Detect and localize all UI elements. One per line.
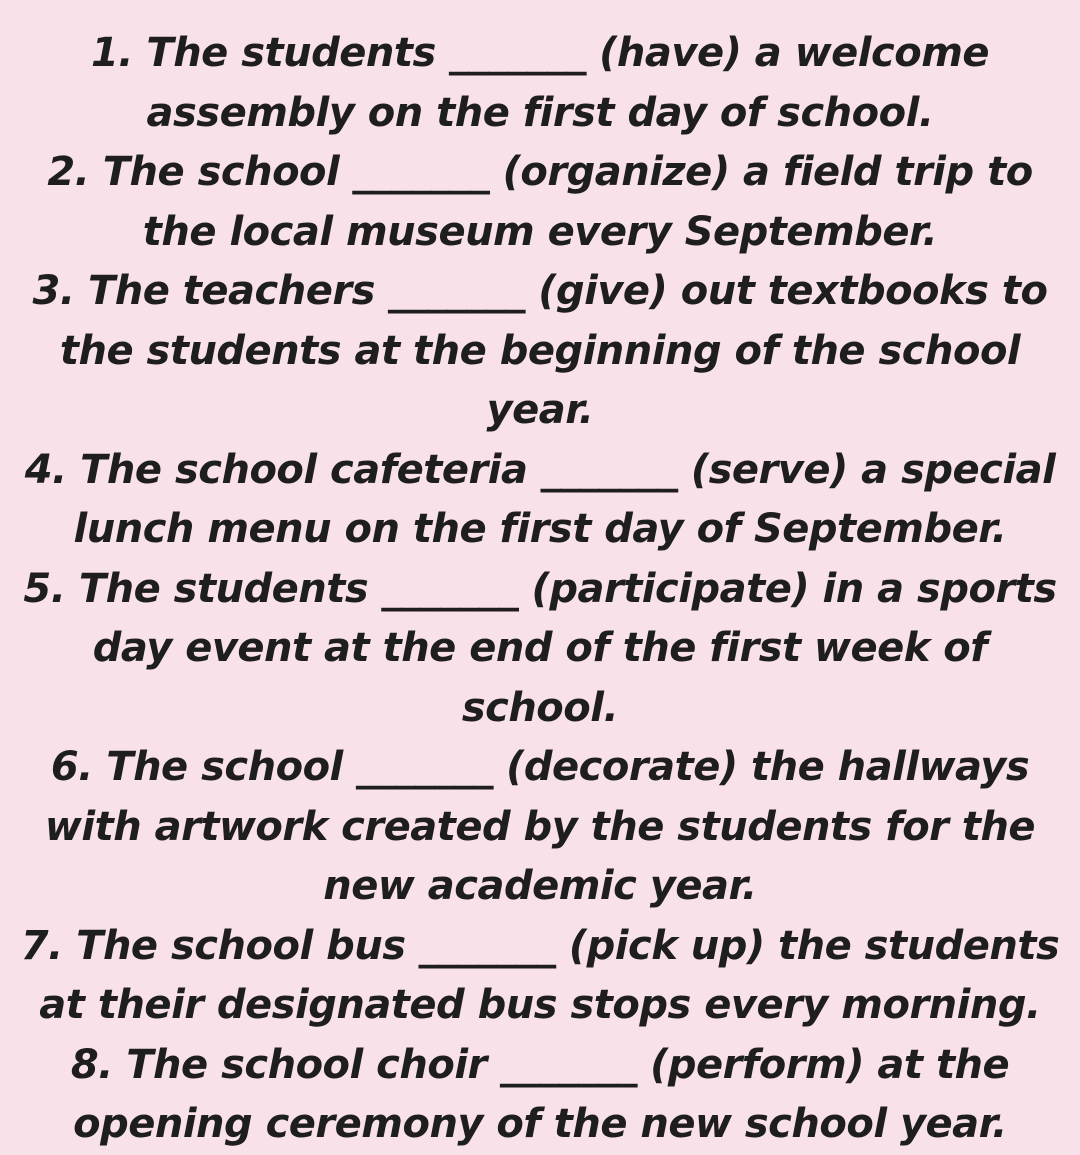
exercise-item-4: 4. The school cafeteria _______ (serve) a special lunch menu on the first day of September. [24,446,1056,552]
exercise-item-7: 7. The school bus _______ (pick up) the students at their designated bus stops every morning. [20,922,1060,1028]
exercise-item-8: 8. The school choir _______ (perform) at the opening ceremony of the new school year. [70,1041,1010,1147]
fill-in-blank-exercise-list [20,24,1060,1155]
exercise-item-5: 5. The students _______ (participate) in a sports day event at the end of the first week of school. [23,565,1057,731]
exercise-item-2: 2. The school _______ (organize) a field trip to the local museum every September. [47,149,1033,255]
exercise-item-3: 3. The teachers _______ (give) out textbooks to the students at the beginning of the school year. [32,268,1048,433]
exercise-item-6: 6. The school _______ (decorate) the hallways with artwork created by the students for the new academic year. [44,744,1036,909]
exercise-item-1: 1. The students _______ (have) a welcome assembly on the first day of school. [90,30,990,136]
